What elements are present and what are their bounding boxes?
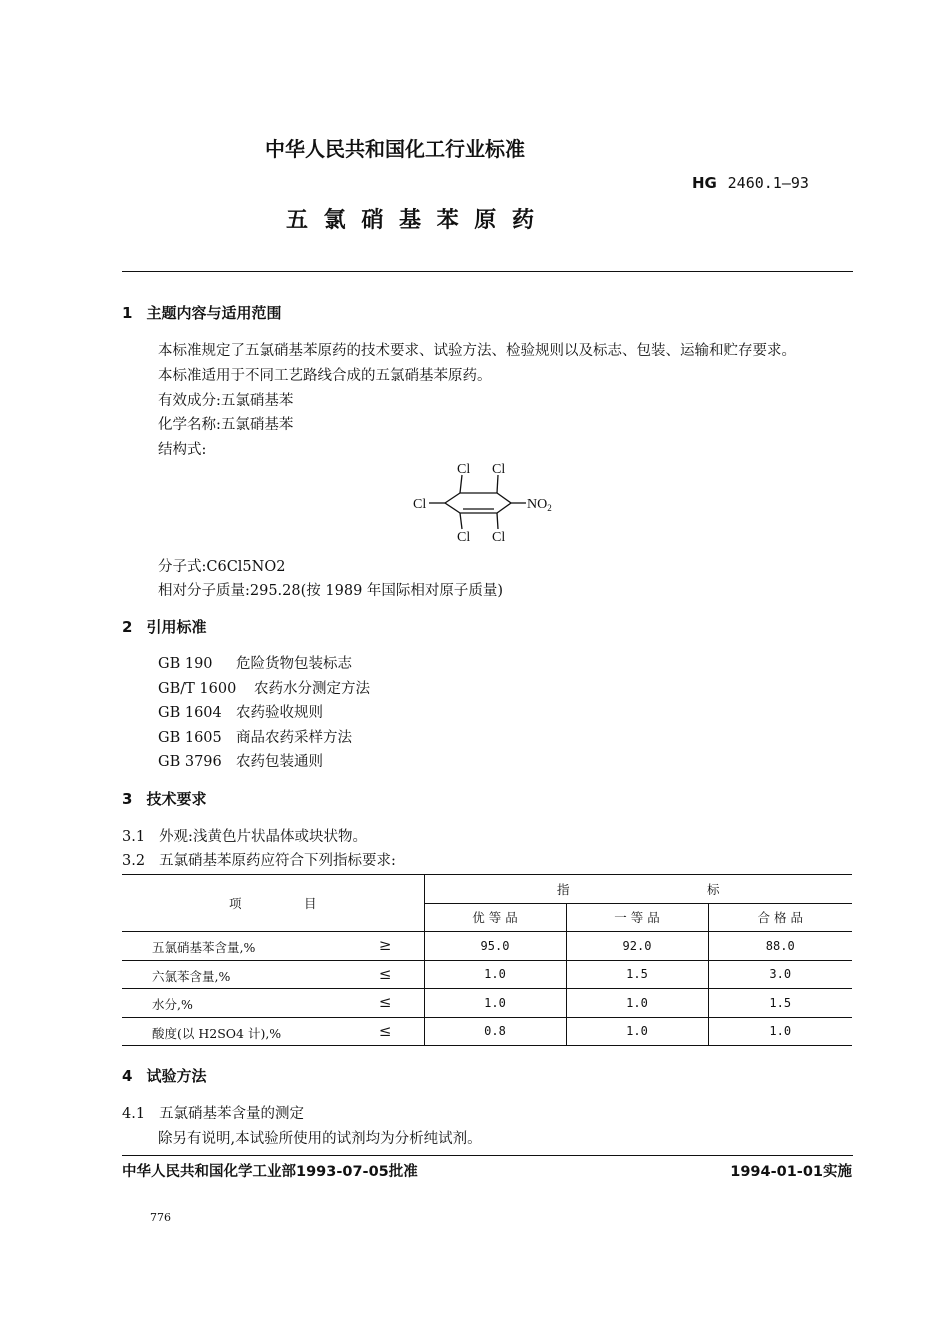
approval-line: 中华人民共和国化学工业部1993-07-05批准 <box>122 1164 418 1180</box>
cell-value: 1.0 <box>566 1017 708 1046</box>
page-number: 776 <box>150 1211 171 1224</box>
row-label: 五氯硝基苯含量,% <box>152 940 256 955</box>
row-label: 水分,% <box>152 997 193 1012</box>
cl-bottom-left: Cl <box>457 530 471 545</box>
table-header-row <box>122 875 852 903</box>
reference-item: GB 1604 农药验收规则 <box>158 705 323 721</box>
reference-item: GB/T 1600 农药水分测定方法 <box>158 681 370 697</box>
row-comparator: ≤ <box>378 1021 392 1040</box>
grade-header: 优 等 品 <box>424 903 566 932</box>
section-2-heading: 2 引用标准 <box>122 618 207 636</box>
reference-item: GB 190 危险货物包装标志 <box>158 656 352 672</box>
item-3-1: 3.1 外观:浅黄色片状晶体或块状物。 <box>122 829 367 845</box>
structural-formula <box>405 455 575 550</box>
cell-value: 0.8 <box>424 1017 566 1046</box>
standard-org: 中华人民共和国化工行业标准 <box>265 137 525 161</box>
code-prefix: HG <box>692 174 717 192</box>
row-label: 酸度(以 H2SO4 计),% <box>152 1025 282 1041</box>
cl-bottom-right: Cl <box>492 530 506 545</box>
item-3-2: 3.2 五氯硝基苯原药应符合下列指标要求: <box>122 853 396 869</box>
effective-line: 1994-01-01实施 <box>730 1164 852 1180</box>
code-number: 2460.1—93 <box>727 174 809 192</box>
para-scope-1: 本标准规定了五氯硝基苯原药的技术要求、试验方法、检验规则以及标志、包装、运输和贮存要求。 <box>158 343 796 359</box>
cl-left: Cl <box>413 497 427 512</box>
cell-value: 1.0 <box>424 960 566 989</box>
header-index: 指 标 <box>424 875 852 903</box>
grade-header: 合 格 品 <box>708 903 852 932</box>
para-molecular-mass: 相对分子质量:295.28(按 1989 年国际相对原子质量) <box>158 583 504 599</box>
para-scope-2: 本标准适用于不同工艺路线合成的五氯硝基苯原药。 <box>158 368 492 384</box>
standard-code <box>692 174 809 192</box>
reference-item: GB 3796 农药包装通则 <box>158 754 323 770</box>
para-structure-label: 结构式: <box>158 442 207 458</box>
reference-item: GB 1605 商品农药采样方法 <box>158 730 352 746</box>
para-reagents: 除另有说明,本试验所使用的试剂均为分析纯试剂。 <box>158 1131 482 1147</box>
table-row <box>122 960 852 989</box>
section-1-heading: 1 主题内容与适用范围 <box>122 304 282 322</box>
cell-value: 88.0 <box>708 932 852 961</box>
benzene-ring <box>445 493 511 513</box>
footer-rule <box>122 1155 853 1156</box>
table-row <box>122 989 852 1018</box>
para-molecular-formula: 分子式:C6Cl5NO2 <box>158 559 286 575</box>
document-title: 五 氯 硝 基 苯 原 药 <box>286 208 538 233</box>
cell-value: 3.0 <box>708 960 852 989</box>
para-chemical-name: 化学名称:五氯硝基苯 <box>158 417 294 433</box>
section-4-heading: 4 试验方法 <box>122 1067 207 1085</box>
table-row <box>122 1017 852 1046</box>
grade-header: 一 等 品 <box>566 903 708 932</box>
cell-value: 1.0 <box>708 1017 852 1046</box>
section-3-heading: 3 技术要求 <box>122 790 207 808</box>
cell-value: 1.5 <box>566 960 708 989</box>
spec-table <box>122 875 852 1046</box>
item-4-1: 4.1 五氯硝基苯含量的测定 <box>122 1106 305 1122</box>
row-comparator: ≤ <box>378 964 392 983</box>
para-active-ingredient: 有效成分:五氯硝基苯 <box>158 393 294 409</box>
table-row <box>122 932 852 961</box>
cell-value: 1.0 <box>566 989 708 1018</box>
row-comparator: ≤ <box>378 993 392 1011</box>
no2-group: $NO_2$ <box>527 497 552 513</box>
cl-top-left: Cl <box>457 462 471 477</box>
header-rule <box>122 271 853 272</box>
cl-top-right: Cl <box>492 462 506 477</box>
cell-value: 92.0 <box>566 932 708 961</box>
header-item: 项 目 <box>122 875 424 932</box>
cell-value: 1.5 <box>708 989 852 1018</box>
row-comparator: ≥ <box>378 936 392 954</box>
row-label: 六氯苯含量,% <box>152 968 231 984</box>
cell-value: 1.0 <box>424 989 566 1018</box>
cell-value: 95.0 <box>424 932 566 961</box>
